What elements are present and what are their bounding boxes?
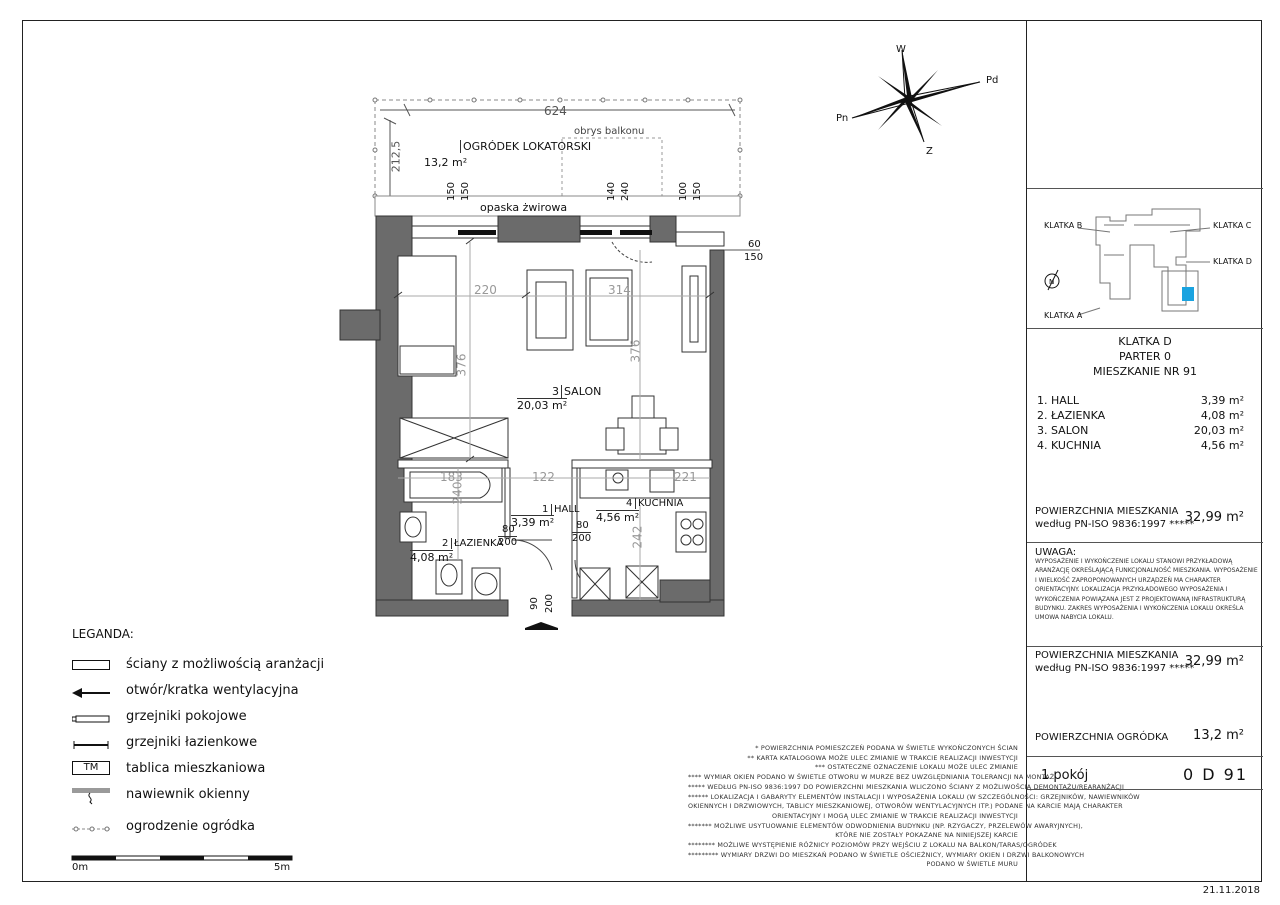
room-list-2-name: 2. ŁAZIENKA	[1037, 409, 1106, 422]
room-4-number: 4	[626, 498, 633, 509]
area-norm: według PN-ISO 9836:1997 *****	[1035, 519, 1195, 530]
area2-title: POWIERZCHNIA MIESZKANIA	[1035, 650, 1179, 661]
room-list-1-area: 3,39 m²	[1200, 394, 1244, 407]
door-3-height: 200	[544, 593, 556, 614]
dim-122: 122	[532, 470, 555, 484]
dim-212-5: 212,5	[389, 140, 403, 173]
room-1-number: 1	[542, 504, 549, 515]
room-2-area: 4,08 m²	[410, 551, 454, 564]
window-dim-6: 150	[692, 181, 704, 202]
legend-item-tm: TM tablica mieszkaniowa	[72, 757, 265, 779]
garden-label: OGRÓDEK LOKATORSKI	[460, 140, 591, 153]
trickle-vent-icon	[72, 788, 110, 800]
compass-left: Pn	[836, 113, 849, 124]
scale-start: 0m	[72, 862, 89, 873]
area-value: 32,99 m²	[1184, 510, 1244, 525]
room-2-name: ŁAZIENKA	[451, 538, 503, 549]
dim-220: 220	[474, 283, 497, 297]
scale-bar	[72, 856, 292, 860]
room-1-name: HALL	[551, 504, 580, 515]
legend-title: LEGANDA:	[72, 627, 134, 641]
radiator-icon	[72, 710, 110, 722]
legend-item-vent: otwór/kratka wentylacyjna	[72, 679, 299, 701]
area2-value: 32,99 m²	[1184, 654, 1244, 669]
dim-150: 150	[744, 252, 764, 263]
wall-symbol-icon	[72, 658, 110, 670]
garden-area-value: 13,2 m²	[1193, 728, 1244, 743]
room-2-number: 2	[442, 538, 449, 549]
scale-end: 5m	[274, 862, 291, 873]
uwaga-text: WYPOSAŻENIE I WYKOŃCZENIE LOKALU STANOWI PRZYKŁADOWĄ ARANŻACJĘ OKREŚLAJĄCĄ FUNKCJONALNOŚĆ MIESZKANIA. WYPOSAŻENIE I WIELKOŚĆ ZAPROPONOWANYCH URZĄDZEŃ MA CHARAKTER ORIENTACYJNY. LOKALIZACJA PRZYKŁADOWEGO WYPOSAŻENIA I WYKOŃCZENIA POWIĄZANA JEST Z PROJEKTOWANĄ INFRASTRUKTURĄ BUDYNKU. ZAKRES WYPOSAŻENIA I WYKOŃCZENIA LOKALU OKREŚLA UMOWA NABYCIA LOKALU.	[1035, 558, 1258, 622]
footnotes: * POWIERZCHNIA POMIESZCZEŃ PODANA W ŚWIETLE WYKOŃCZONYCH ŚCIAN ** KARTA KATALOGOWA MOŻE ULEC ZMIANIE W TRAKCIE REALIZACJI INWESTYCJI *** OSTATECZNE OZNACZENIE LOKALU MOŻE ULEC ZMIANIE **** WYMIAR OKIEN PODANO W ŚWIETLE OTWORU W MURZE BEZ UWZGLĘDNIANIA TOLERANCJI NA MONTAŻ ***** WEDŁUG PN-ISO 9836:1997 DO POWIERZCHNI MIESZKANIA WLICZONO ŚCIANY Z MOŻLIWOŚCIĄ DEMONTAŻU/REARANŻACJI ****** LOKALIZACJA I GABARYTY ELEMENTÓW INSTALACJI I WYPOSAŻENIA LOKALU (W SZCZEGÓLNOŚCI: GRZEJNIKÓW, NAWIEWNIKÓW OKIENNYCH I DRZWIOWYCH, TABLICY MIESZKANIOWEJ, OTWORÓW WENTYLACYJNYCH ITP.) PODANE NA KARCIE MAJĄ CHARAKTER ORIENTACYJNY I MOGĄ ULEC ZMIANIE W TRAKCIE REALIZACJI INWESTYCJI ******* MOŻLIWE USYTUOWANIE ELEMENTÓW ODWODNIENIA BUDYNKU (NP. RZYGACZY, PRZELEWÓW AWARYJNYCH), KTÓRE NIE ZOSTAŁY POKAZANE NA NINIEJSZEJ KARCIE ******** MOŻLIWE WYSTĘPIENIE RÓŻNICY POZIOMÓW PRZY WEJŚCIU Z LOKALU NA BALKON/TARAS/OGRÓDEK ********* WYMIARY DRZWI DO MIESZKAŃ PODANO W ŚWIETLE OŚCIEŻNICY, WYMIARY OKIEN I DRZWI BALKONOWYCH PODANO W ŚWIETLE MURU	[688, 744, 1140, 869]
door-1-height: 200	[498, 537, 518, 548]
dim-376-b: 376	[628, 339, 643, 363]
door-2-height: 200	[572, 533, 592, 544]
balcony-outline-label: obrys balkonu	[574, 126, 645, 137]
header-apartment: MIESZKANIE NR 91	[1092, 365, 1198, 378]
compass-top: W	[896, 44, 906, 55]
area-title: POWIERZCHNIA MIESZKANIA	[1035, 506, 1179, 517]
garden-area-title: POWIERZCHNIA OGRÓDKA	[1035, 732, 1169, 743]
date: 21.11.2018	[1202, 885, 1260, 896]
entrance-arrow	[525, 622, 558, 628]
dim-240: 240	[450, 481, 465, 505]
bath-radiator-icon	[72, 736, 110, 748]
dim-314: 314	[608, 283, 631, 297]
room-4-name: KUCHNIA	[635, 498, 683, 509]
legend-item-radiator: grzejniki pokojowe	[72, 705, 247, 727]
unit-code: 0 D 91	[1182, 765, 1248, 784]
room-list-4-area: 4,56 m²	[1200, 439, 1244, 452]
dim-624: 624	[544, 104, 567, 118]
room-3-number: 3	[552, 385, 559, 398]
klatka-b-label: KLATKA B	[1044, 221, 1083, 230]
info-sidebar	[1026, 20, 1262, 882]
area2-norm: według PN-ISO 9836:1997 *****	[1035, 663, 1195, 674]
garden-area: 13,2 m²	[424, 156, 468, 169]
room-4-area: 4,56 m²	[596, 511, 640, 524]
compass-rose	[852, 50, 980, 142]
legend-item-bath-radiator: grzejniki łazienkowe	[72, 731, 257, 753]
window-dim-4: 240	[620, 181, 632, 202]
vent-arrow-icon	[72, 684, 110, 696]
header-parter: PARTER 0	[1118, 350, 1172, 363]
compass-right: Pd	[986, 75, 999, 86]
legend-item-fence: ogrodzenie ogródka	[72, 815, 255, 837]
room-1-area: 3,39 m²	[511, 516, 555, 529]
fence-icon	[72, 820, 110, 832]
door-3-width: 90	[528, 597, 540, 610]
window-dim-3: 140	[606, 181, 618, 202]
room-3-area: 20,03 m²	[517, 399, 568, 412]
uwaga-section	[1027, 542, 1263, 646]
dim-376-a: 376	[454, 353, 469, 377]
room-list-3-area: 20,03 m²	[1193, 424, 1244, 437]
dim-183: 183	[440, 470, 463, 484]
window-dim-1: 150	[446, 181, 458, 202]
dim-242: 242	[630, 525, 645, 549]
klatka-a-label: KLATKA A	[1044, 311, 1083, 320]
window-dim-2: 150	[460, 181, 472, 202]
door-1-width: 80	[502, 524, 515, 535]
rooms-count: 1 pokój	[1041, 768, 1089, 783]
svg-text:N: N	[1049, 278, 1055, 286]
gravel-label: opaska żwirowa	[480, 201, 568, 214]
legend-item-walls: ściany z możliwością aranżacji	[72, 653, 324, 675]
dim-221: 221	[674, 470, 697, 484]
dim-60: 60	[748, 239, 761, 250]
room-list-2-area: 4,08 m²	[1200, 409, 1244, 422]
room-list-1-name: 1. HALL	[1037, 394, 1080, 407]
room-3-name: SALON	[561, 385, 601, 398]
uwaga-title: UWAGA:	[1035, 547, 1077, 558]
window-dim-5: 100	[678, 181, 690, 202]
door-2-width: 80	[576, 520, 589, 531]
klatka-d-label: KLATKA D	[1213, 257, 1252, 266]
header-klatka: KLATKA D	[1118, 335, 1172, 348]
legend-item-trickle-vent: nawiewnik okienny	[72, 783, 250, 805]
compass-bottom: Z	[926, 146, 933, 157]
room-list-3-name: 3. SALON	[1037, 424, 1089, 437]
klatka-c-label: KLATKA C	[1213, 221, 1252, 230]
tm-board-icon: TM	[72, 762, 110, 774]
room-list-4-name: 4. KUCHNIA	[1037, 439, 1101, 452]
